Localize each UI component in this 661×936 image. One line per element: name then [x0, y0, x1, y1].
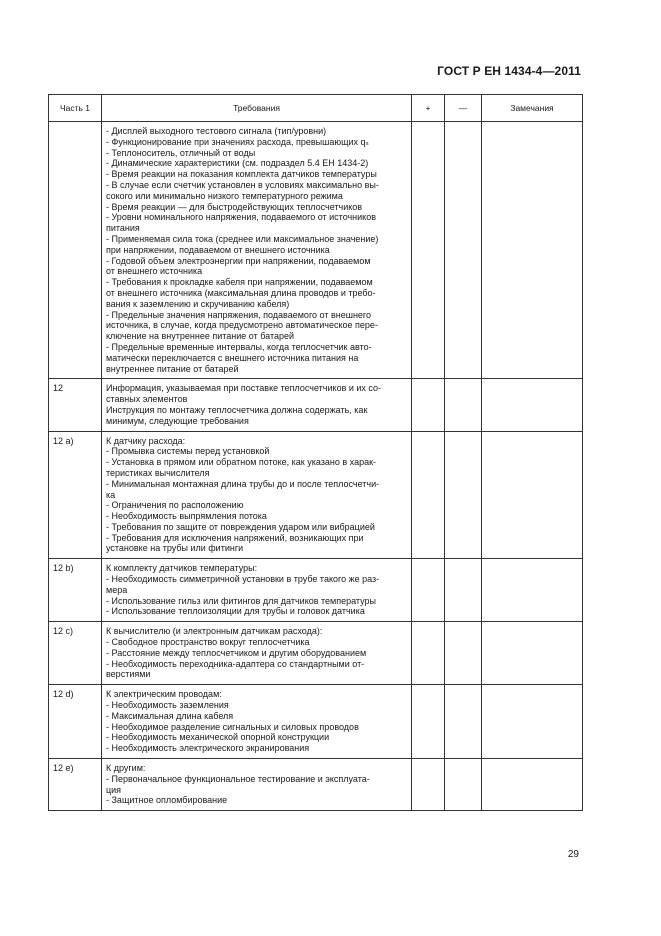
requirement-line: от внешнего источника — [106, 266, 203, 277]
requirement-line: - Защитное опломбирование — [106, 795, 228, 806]
requirement-line: теристиках вычислителя — [106, 467, 210, 478]
row-requirements — [102, 622, 412, 685]
requirement-line: К другим: — [106, 763, 146, 774]
requirement-line: - Использование теплоизоляции для трубы и головок датчика — [106, 606, 365, 617]
minus-cell — [445, 685, 482, 759]
requirement-line: при напряжении, подаваемом от внешнего источника — [106, 244, 330, 255]
row-part-number: 12 c) — [49, 622, 102, 685]
remarks-cell — [482, 622, 583, 685]
column-header-minus: — — [445, 95, 482, 122]
requirement-line: ставных элементов — [106, 394, 188, 405]
row-requirements — [102, 431, 412, 559]
remarks-cell — [482, 379, 583, 431]
row-part-number: 12 a) — [49, 431, 102, 559]
requirement-line: вания к заземлению и скручиванию кабеля) — [106, 298, 290, 309]
requirement-line: - Необходимость выпрямления потока — [106, 511, 267, 522]
document-code: ГОСТ Р ЕН 1434-4—2011 — [437, 64, 581, 78]
table-row — [49, 431, 583, 559]
page-number: 29 — [567, 849, 579, 860]
remarks-cell — [482, 759, 583, 811]
requirement-line: ция — [106, 784, 122, 795]
requirement-line: К вычислителю (и электронным датчикам расхода): — [106, 626, 323, 637]
row-part-number: 12 d) — [49, 685, 102, 759]
plus-cell — [412, 622, 445, 685]
requirement-line: установке на трубы или фитинги — [106, 543, 244, 554]
column-header-remarks: Замечания — [482, 95, 583, 122]
requirement-line: - Функционирование при значениях расхода, превышающих qₛ — [106, 136, 369, 147]
requirement-line: от внешнего источника (максимальная длина проводов и требо- — [106, 287, 376, 298]
requirement-line: - Необходимость электрического экранирования — [106, 743, 310, 754]
requirement-line: - Теплоноситель, отличный от воды — [106, 147, 256, 158]
table-row — [49, 559, 583, 622]
row-requirements — [102, 122, 412, 379]
requirements-table — [48, 94, 583, 811]
requirement-line: - В случае если счетчик установлен в условиях максимально вы- — [106, 179, 379, 190]
table-body — [49, 122, 583, 811]
minus-cell — [445, 122, 482, 379]
requirement-line: мера — [106, 584, 128, 595]
row-part-number — [49, 122, 102, 379]
minus-cell — [445, 379, 482, 431]
requirement-line: источника, в случае, когда предусмотрено автоматическое пере- — [106, 320, 378, 331]
requirement-line: - Свободное пространство вокруг теплосчетчика — [106, 637, 310, 648]
table-row — [49, 685, 583, 759]
requirement-line: - Использование гильз или фитингов для датчиков температуры — [106, 595, 377, 606]
requirement-line: - Предельные значения напряжения, подаваемого от внешнего — [106, 309, 372, 320]
requirement-line: - Минимальная монтажная длина трубы до и после теплосчетчи- — [106, 478, 380, 489]
requirement-line: - Время реакции — для быстродействующих теплосчетчиков — [106, 201, 363, 212]
requirement-line: - Предельные временные интервалы, когда теплосчетчик авто- — [106, 341, 372, 352]
requirement-line: К комплекту датчиков температуры: — [106, 563, 258, 574]
requirement-line: К электрическим проводам: — [106, 689, 222, 700]
plus-cell — [412, 379, 445, 431]
row-part-number: 12 — [49, 379, 102, 431]
minus-cell — [445, 622, 482, 685]
requirement-line: ка — [106, 489, 116, 500]
requirement-line: внутреннее питание от батарей — [106, 363, 239, 374]
column-header-plus: + — [412, 95, 445, 122]
minus-cell — [445, 431, 482, 559]
requirement-line: - Ограничения по расположению — [106, 500, 244, 511]
requirement-line: - Годовой объем электроэнергии при напряжении, подаваемом — [106, 255, 371, 266]
requirement-line: матически переключается с внешнего источника питания на — [106, 352, 359, 363]
requirement-line: Инструкция по монтажу теплосчетчика должна содержать, как — [106, 404, 368, 415]
requirement-line: - Установка в прямом или обратном потоке, как указано в харак- — [106, 457, 377, 468]
column-header-part: Часть 1 — [49, 95, 102, 122]
plus-cell — [412, 759, 445, 811]
row-requirements — [102, 379, 412, 431]
requirement-line: - Требования по защите от повреждения ударом или вибрацией — [106, 521, 375, 532]
table-row — [49, 379, 583, 431]
requirement-line: - Расстояние между теплосчетчиком и другим оборудованием — [106, 647, 367, 658]
requirement-line: - Динамические характеристики (см. подраздел 5.4 ЕН 1434-2) — [106, 158, 369, 169]
column-header-requirements: Требования — [102, 95, 412, 122]
requirement-line: - Уровни номинального напряжения, подаваемого от источников — [106, 212, 377, 223]
requirement-line: - Необходимое разделение сигнальных и силовых проводов — [106, 721, 359, 732]
row-requirements — [102, 685, 412, 759]
requirement-line: - Необходимость заземления — [106, 700, 229, 711]
requirement-line: К датчику расхода: — [106, 435, 186, 446]
plus-cell — [412, 559, 445, 622]
minus-cell — [445, 759, 482, 811]
requirement-line: Информация, указываемая при поставке теплосчетчиков и их со- — [106, 383, 382, 394]
table-row — [49, 122, 583, 379]
requirement-line: - Первоначальное функциональное тестирование и эксплуата- — [106, 773, 370, 784]
requirement-line: - Требования к прокладке кабеля при напряжении, подаваемом — [106, 277, 373, 288]
table-header-row — [49, 95, 583, 122]
requirement-line: ключение на внутреннее питание от батарей — [106, 331, 295, 342]
requirement-line: - Необходимость механической опорной конструкции — [106, 732, 330, 743]
requirement-line: - Время реакции на показания комплекта датчиков температуры — [106, 169, 377, 180]
remarks-cell — [482, 431, 583, 559]
plus-cell — [412, 122, 445, 379]
requirement-line: верстиями — [106, 669, 151, 680]
requirement-line: - Максимальная длина кабеля — [106, 710, 234, 721]
remarks-cell — [482, 685, 583, 759]
requirement-line: - Промывка системы перед установкой — [106, 446, 270, 457]
requirement-line: - Требования для исключения напряжений, возникающих при — [106, 532, 364, 543]
row-requirements — [102, 559, 412, 622]
requirement-line: - Необходимость переходника-адаптера со стандартными от- — [106, 658, 365, 669]
requirement-line: - Необходимость симметричной установки в трубе такого же раз- — [106, 574, 380, 585]
table-row — [49, 622, 583, 685]
requirement-line: питания — [106, 223, 140, 234]
remarks-cell — [482, 122, 583, 379]
table-row — [49, 759, 583, 811]
remarks-cell — [482, 559, 583, 622]
requirement-line: сокого или минимально низкого температурного режима — [106, 190, 343, 201]
requirement-line: - Применяемая сила тока (среднее или максимальное значение) — [106, 233, 379, 244]
plus-cell — [412, 431, 445, 559]
row-requirements — [102, 759, 412, 811]
plus-cell — [412, 685, 445, 759]
row-part-number: 12 e) — [49, 759, 102, 811]
requirement-line: минимум, следующие требования — [106, 415, 249, 426]
requirement-line: - Дисплей выходного тестового сигнала (тип/уровни) — [106, 126, 327, 136]
row-part-number: 12 b) — [49, 559, 102, 622]
minus-cell — [445, 559, 482, 622]
